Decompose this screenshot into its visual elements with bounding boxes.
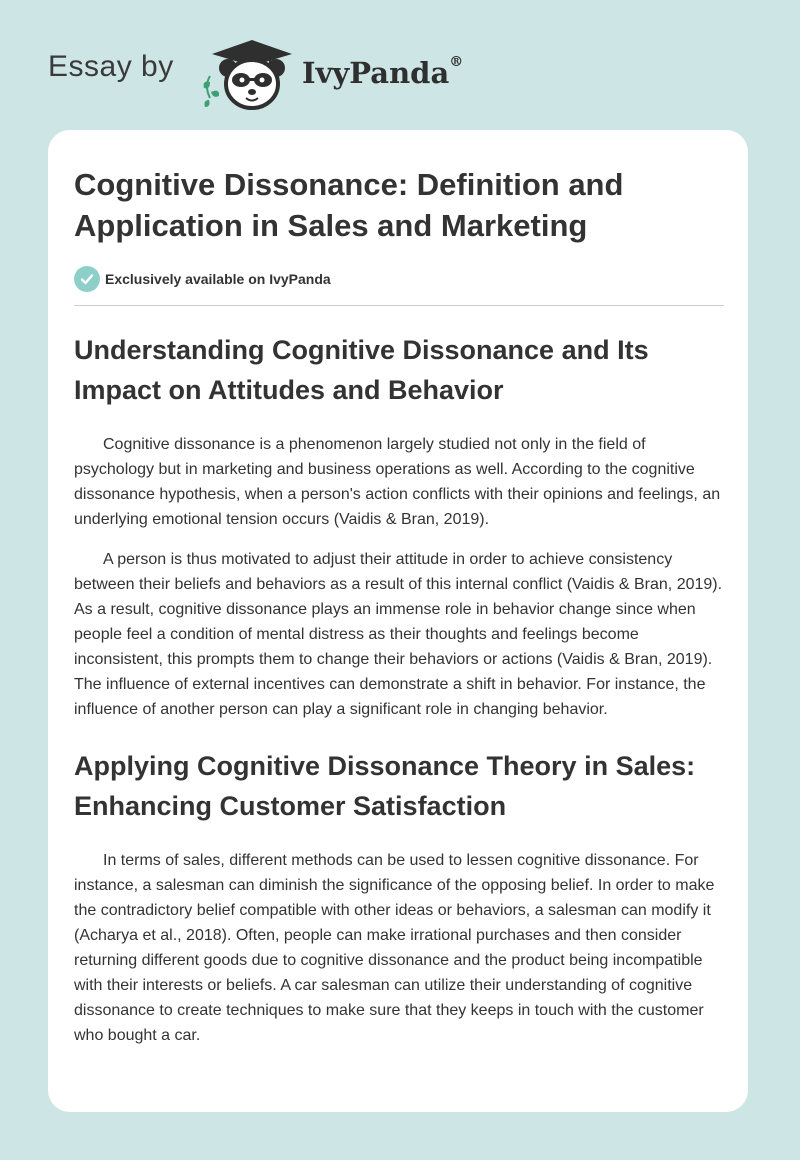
paragraph: Cognitive dissonance is a phenomenon largely studied not only in the field of psychology but in marketing and business operations as well. According to the cognitive dissonance hypothesis, when a person's action conflicts with their opinions and feelings, an underlying emotional tension occurs (Vaidis & Bran, 2019). [74, 436, 721, 528]
section-heading: Understanding Cognitive Dissonance and Its Impact on Attitudes and Behavior [74, 335, 649, 405]
exclusive-badge [74, 265, 724, 293]
article-card [48, 130, 748, 1112]
page-title: Cognitive Dissonance: Definition and Application in Sales and Marketing [74, 167, 624, 243]
essay-by-label: Essay by [48, 50, 174, 83]
trademark-symbol: ® [449, 54, 464, 71]
article-content [74, 164, 724, 1048]
section-heading: Applying Cognitive Dissonance Theory in Sales: Enhancing Customer Satisfaction [74, 751, 696, 821]
ivypanda-logo-icon[interactable] [200, 36, 296, 112]
site-header [48, 36, 748, 116]
paragraph: A person is thus motivated to adjust their attitude in order to achieve consistency between their beliefs and behaviors as a result of this internal conflict (Vaidis & Bran, 2019). As a result, cognitive dissonance plays an immense role in behavior change since when people feel a condition of mental distress as their thoughts and feelings become inconsistent, this prompts them to change their behaviors or actions (Vaidis & Bran, 2019). The influence of external incentives can demonstrate a shift in behavior. For instance, the influence of another person can play a significant role in changing behavior. [74, 551, 723, 718]
exclusive-badge-text: Exclusively available on IvyPanda [105, 271, 331, 287]
paragraph: In terms of sales, different methods can be used to lessen cognitive dissonance. For instance, a salesman can diminish the significance of the opposing belief. In order to make the contradictory belief compatible with other ideas or behaviors, a salesman can modify it (Acharya et al., 2018). Often, people can make irrational purchases and then consider returning different goods due to cognitive dissonance and the product being incompatible with their interests or beliefs. A car salesman can utilize their understanding of cognitive dissonance to create techniques to make sure that they keeps in touch with the customer who bought a car. [74, 852, 715, 1044]
title-divider [74, 305, 724, 306]
check-circle-icon [74, 266, 100, 292]
brand-name[interactable]: IvyPanda® [302, 54, 464, 90]
